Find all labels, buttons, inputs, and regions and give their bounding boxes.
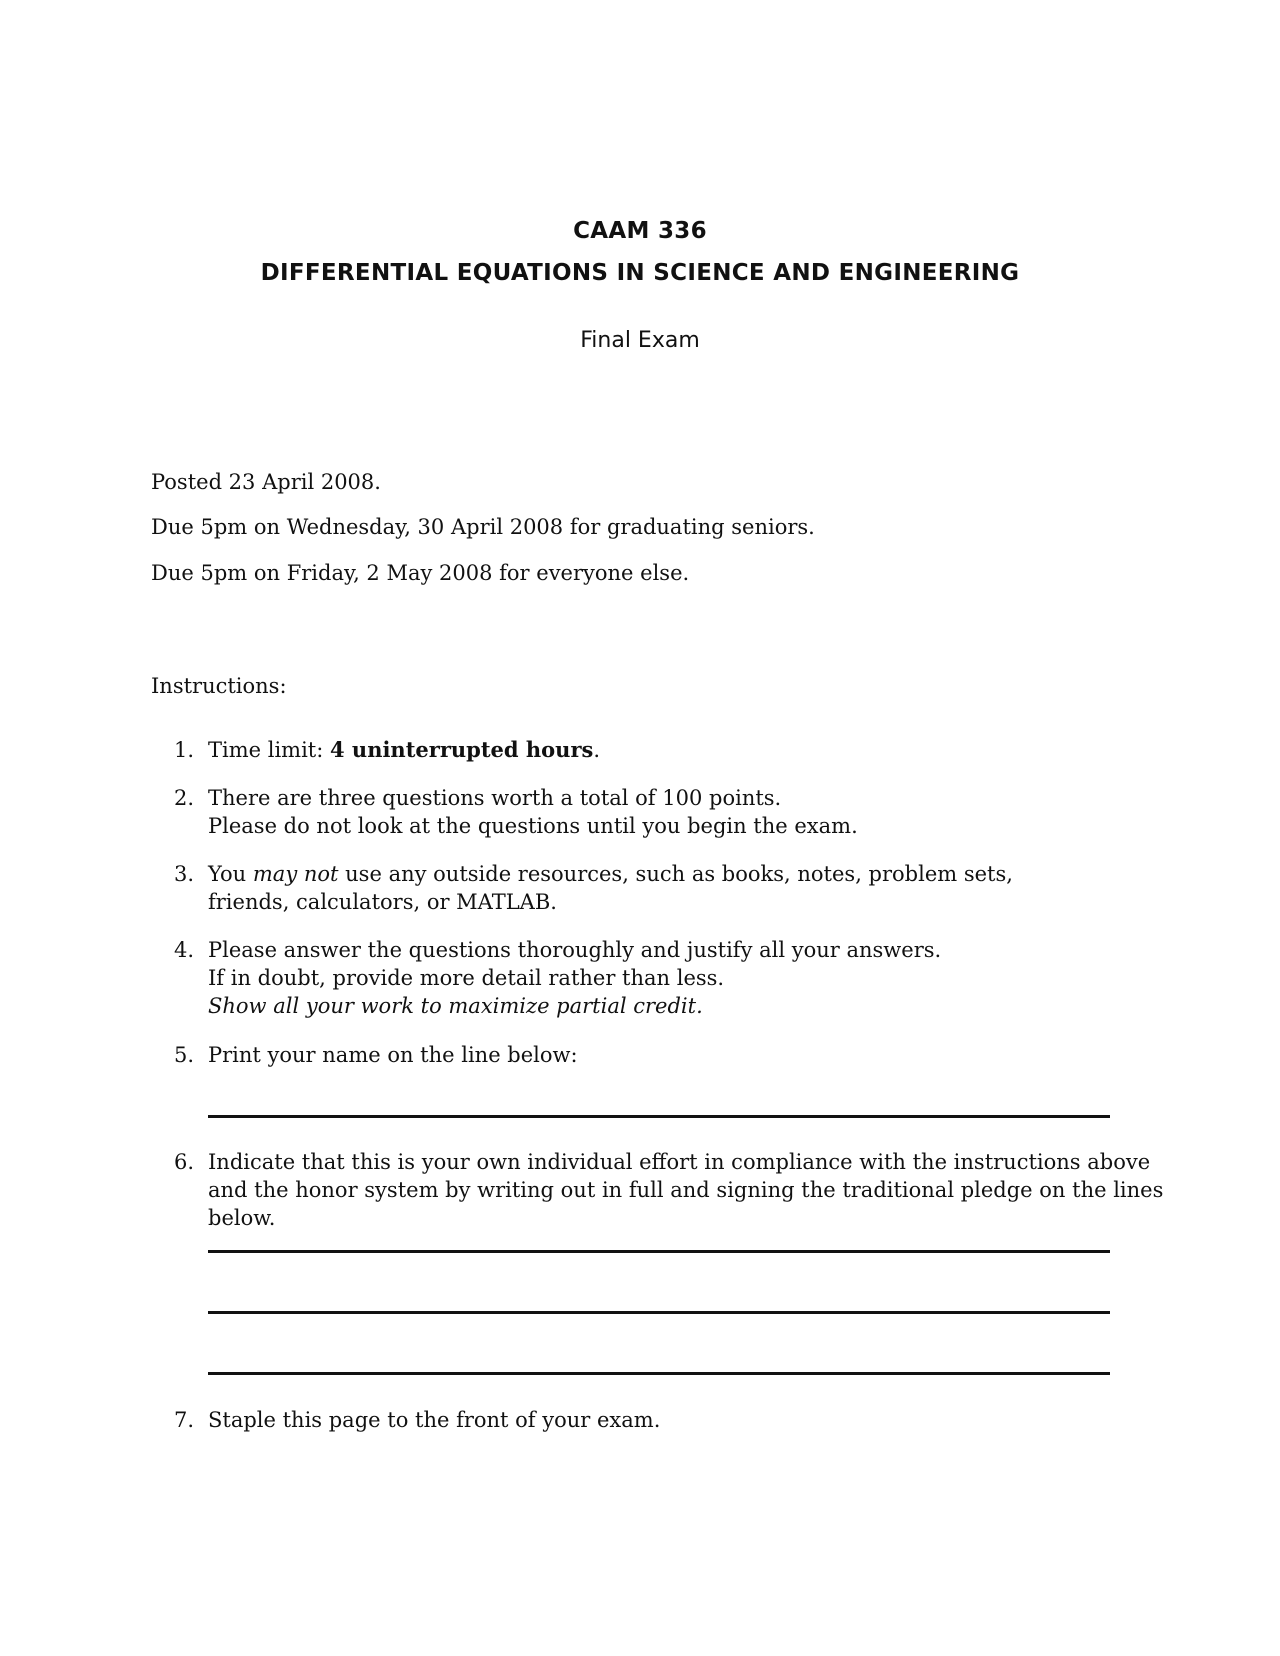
item-text-line: There are three questions worth a total of 100 points. xyxy=(208,786,782,810)
item-number: 7. xyxy=(173,1408,194,1432)
time-limit-emphasis: 4 uninterrupted hours xyxy=(330,737,594,762)
item-text: You xyxy=(208,862,253,886)
item-number: 2. xyxy=(173,786,194,810)
course-code: CAAM 336 xyxy=(573,218,707,244)
posted-date: Posted 23 April 2008. xyxy=(151,470,381,494)
item-number: 3. xyxy=(173,862,194,886)
item-text-line: Please answer the questions thoroughly and justify all your answers. xyxy=(208,938,942,962)
name-line[interactable] xyxy=(208,1115,1110,1118)
due-date-seniors: Due 5pm on Wednesday, 30 April 2008 for graduating seniors. xyxy=(151,515,815,539)
item-text: . xyxy=(593,738,601,762)
may-not-emphasis: may not xyxy=(252,862,339,886)
instruction-item xyxy=(170,1148,1180,1232)
pledge-line[interactable] xyxy=(208,1250,1110,1253)
item-number: 5. xyxy=(173,1043,194,1067)
item-text-line: If in doubt, provide more detail rather than less. xyxy=(208,966,725,990)
instruction-item xyxy=(170,784,1170,840)
item-number: 6. xyxy=(173,1150,194,1174)
signature-line[interactable] xyxy=(208,1372,1110,1375)
item-text: Indicate that this is your own individual effort in compliance with the instructions above and the honor system by writing out in full and signing the traditional pledge on the lines below. xyxy=(208,1150,1164,1230)
pledge-line[interactable] xyxy=(208,1311,1110,1314)
item-text: Staple this page to the front of your exam. xyxy=(208,1408,661,1432)
instruction-item xyxy=(170,1041,1170,1069)
exam-name: Final Exam xyxy=(580,328,700,353)
item-text: Time limit: xyxy=(208,738,330,762)
instruction-item xyxy=(170,736,1170,764)
instruction-item xyxy=(170,860,1170,916)
course-title: DIFFERENTIAL EQUATIONS IN SCIENCE AND ENGINEERING xyxy=(260,260,1020,286)
item-text-line: Please do not look at the questions until you begin the exam. xyxy=(208,814,858,838)
item-number: 1. xyxy=(173,738,194,762)
item-number: 4. xyxy=(173,938,194,962)
instruction-item xyxy=(170,1406,1170,1434)
due-date-everyone: Due 5pm on Friday, 2 May 2008 for everyone else. xyxy=(151,561,690,585)
instruction-item xyxy=(170,936,1170,1020)
instructions-heading: Instructions: xyxy=(151,674,287,698)
item-text: use any outside resources, such as books, notes, problem sets, friends, calculators, or MATLAB. xyxy=(208,862,1013,914)
item-text: Print your name on the line below: xyxy=(208,1043,578,1067)
item-text-line: Show all your work to maximize partial credit. xyxy=(208,994,703,1018)
